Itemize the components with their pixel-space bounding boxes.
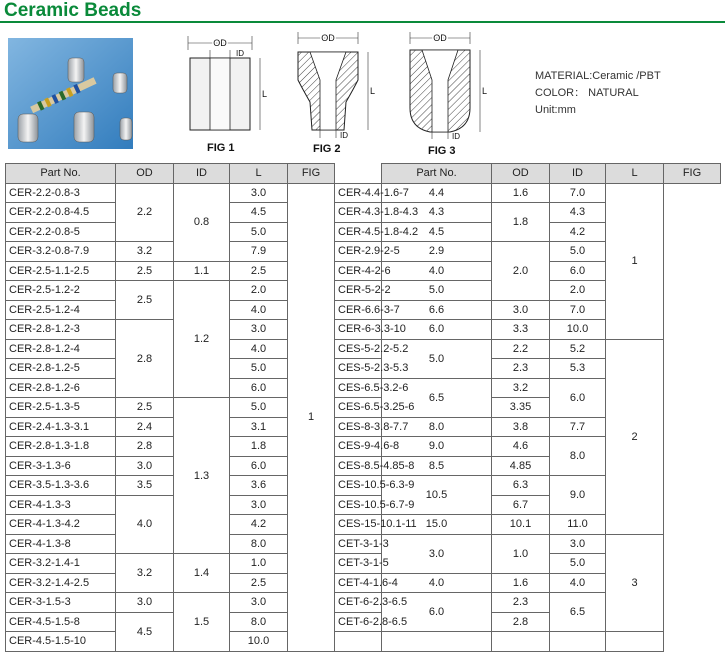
header-part-no: Part No. <box>6 164 116 184</box>
id-cell: 6.7 <box>492 495 550 515</box>
fig3-caption: FIG 3 <box>428 145 456 157</box>
id-cell: 0.8 <box>174 183 230 261</box>
od-cell: 4.0 <box>382 573 492 593</box>
part-number-cell: CER-6-3.3-10 <box>335 320 382 340</box>
part-number-cell: CER-4-2-6 <box>335 261 382 281</box>
empty-cell <box>382 632 492 652</box>
id-cell: 1.2 <box>174 281 230 398</box>
l-cell: 7.7 <box>550 417 606 437</box>
fig2-caption: FIG 2 <box>313 143 341 155</box>
od-cell: 3.5 <box>116 476 174 496</box>
part-number-cell: CET-6-2.8-6.5 <box>335 612 382 632</box>
part-number-cell: CER-3.2-0.8-7.9 <box>6 242 116 262</box>
l-cell: 7.9 <box>230 242 288 262</box>
l-cell: 3.6 <box>230 476 288 496</box>
fig1-diagram <box>180 30 270 135</box>
part-number-cell: CER-2.8-1.2-4 <box>6 339 116 359</box>
id-cell: 3.3 <box>492 320 550 340</box>
l-cell: 9.0 <box>550 476 606 515</box>
header-od: OD <box>492 164 550 184</box>
table-row <box>6 183 721 203</box>
id-cell: 2.0 <box>492 242 550 301</box>
part-number-cell: CER-4-1.3-8 <box>6 534 116 554</box>
id-cell: 2.3 <box>492 359 550 379</box>
part-number-cell: CET-3-1-5 <box>335 554 382 574</box>
part-number-cell: CER-2.5-1.2-2 <box>6 281 116 301</box>
fig2-od-label: OD <box>321 33 335 43</box>
id-cell: 3.0 <box>492 300 550 320</box>
part-number-cell: CES-10.5-6.3-9 <box>335 476 382 496</box>
part-number-cell: CER-2.4-1.3-3.1 <box>6 417 116 437</box>
l-cell: 6.5 <box>550 593 606 632</box>
l-cell: 7.0 <box>550 300 606 320</box>
header-fig: FIG <box>288 164 335 184</box>
title-underline <box>0 21 725 23</box>
fig3-od-label: OD <box>433 33 447 43</box>
parts-table <box>5 163 721 652</box>
fig-cell: 1 <box>288 183 335 651</box>
l-cell: 4.0 <box>230 300 288 320</box>
l-cell: 3.0 <box>550 534 606 554</box>
part-number-cell: CER-4.4-1.6-7 <box>335 183 382 203</box>
od-cell: 3.0 <box>116 456 174 476</box>
od-cell: 6.0 <box>382 320 492 340</box>
part-number-cell: CER-4-1.3-4.2 <box>6 515 116 535</box>
od-cell: 4.3 <box>382 203 492 223</box>
fig1-caption: FIG 1 <box>207 142 235 154</box>
fig3-diagram <box>400 30 490 140</box>
part-number-cell: CES-15-10.1-11 <box>335 515 382 535</box>
l-cell: 3.1 <box>230 417 288 437</box>
id-cell: 4.85 <box>492 456 550 476</box>
od-cell: 8.0 <box>382 417 492 437</box>
header-id: ID <box>550 164 606 184</box>
l-cell: 5.2 <box>550 339 606 359</box>
part-number-cell: CER-3-1.5-3 <box>6 593 116 613</box>
fig-cell: 2 <box>606 339 664 534</box>
id-cell: 3.2 <box>492 378 550 398</box>
id-cell: 3.8 <box>492 417 550 437</box>
od-cell: 6.0 <box>382 593 492 632</box>
l-cell: 11.0 <box>550 515 606 535</box>
part-number-cell: CER-3.2-1.4-1 <box>6 554 116 574</box>
l-cell: 3.0 <box>230 183 288 203</box>
od-cell: 4.0 <box>382 261 492 281</box>
id-cell: 1.6 <box>492 183 550 203</box>
l-cell: 4.3 <box>550 203 606 223</box>
od-cell: 2.5 <box>116 261 174 281</box>
part-number-cell: CER-2.2-0.8-4.5 <box>6 203 116 223</box>
part-number-cell: CER-5-2-2 <box>335 281 382 301</box>
part-number-cell: CET-4-1.6-4 <box>335 573 382 593</box>
fig-cell: 3 <box>606 534 664 632</box>
part-number-cell: CER-3-1.3-6 <box>6 456 116 476</box>
id-cell: 4.6 <box>492 437 550 457</box>
l-cell: 5.0 <box>230 222 288 242</box>
od-cell: 15.0 <box>382 515 492 535</box>
l-cell: 8.0 <box>550 437 606 476</box>
id-cell: 2.3 <box>492 593 550 613</box>
l-cell: 8.0 <box>230 612 288 632</box>
id-cell: 1.4 <box>174 554 230 593</box>
color-text: COLOR： NATURAL <box>535 87 639 99</box>
l-cell: 1.0 <box>230 554 288 574</box>
table-row <box>6 339 721 359</box>
l-cell: 10.0 <box>550 320 606 340</box>
part-number-cell: CER-2.9-2-5 <box>335 242 382 262</box>
empty-cell <box>606 632 664 652</box>
l-cell: 5.0 <box>230 359 288 379</box>
part-number-cell: CES-5-2.3-5.3 <box>335 359 382 379</box>
id-cell: 6.3 <box>492 476 550 496</box>
l-cell: 4.2 <box>550 222 606 242</box>
fig2-diagram <box>288 30 378 140</box>
part-number-cell: CER-2.5-1.2-4 <box>6 300 116 320</box>
l-cell: 2.0 <box>230 281 288 301</box>
part-number-cell: CER-2.2-0.8-5 <box>6 222 116 242</box>
od-cell: 6.5 <box>382 378 492 417</box>
empty-cell <box>492 632 550 652</box>
od-cell: 2.4 <box>116 417 174 437</box>
part-number-cell: CER-4.5-1.5-10 <box>6 632 116 652</box>
fig3-id-label: ID <box>452 132 460 141</box>
table-header-row <box>6 164 721 184</box>
part-number-cell: CES-9-4.6-8 <box>335 437 382 457</box>
part-number-cell: CER-3.2-1.4-2.5 <box>6 573 116 593</box>
l-cell: 6.0 <box>230 456 288 476</box>
table-row <box>6 632 721 652</box>
part-number-cell: CES-6.5-3.25-6 <box>335 398 382 418</box>
part-number-cell: CER-2.8-1.2-3 <box>6 320 116 340</box>
header-id: ID <box>174 164 230 184</box>
od-cell: 6.6 <box>382 300 492 320</box>
od-cell: 2.8 <box>116 437 174 457</box>
id-cell: 3.35 <box>492 398 550 418</box>
l-cell: 2.5 <box>230 261 288 281</box>
product-photo <box>8 38 133 149</box>
id-cell: 1.1 <box>174 261 230 281</box>
id-cell: 10.1 <box>492 515 550 535</box>
table-spacer <box>335 164 382 184</box>
part-number-cell: CER-4-1.3-3 <box>6 495 116 515</box>
fig2-id-label: ID <box>340 131 348 140</box>
od-cell: 2.5 <box>116 281 174 320</box>
l-cell: 1.8 <box>230 437 288 457</box>
od-cell: 10.5 <box>382 476 492 515</box>
header-fig: FIG <box>664 164 721 184</box>
fig1-od-label: OD <box>213 38 227 48</box>
part-number-cell: CER-2.8-1.2-6 <box>6 378 116 398</box>
part-number-cell: CES-5-2.2-5.2 <box>335 339 382 359</box>
l-cell: 5.3 <box>550 359 606 379</box>
part-number-cell: CER-2.5-1.1-2.5 <box>6 261 116 281</box>
spec-block <box>535 68 661 119</box>
l-cell: 2.5 <box>230 573 288 593</box>
part-number-cell: CES-10.5-6.7-9 <box>335 495 382 515</box>
od-cell: 3.0 <box>116 593 174 613</box>
part-number-cell: CER-2.8-1.2-5 <box>6 359 116 379</box>
part-number-cell: CER-2.2-0.8-3 <box>6 183 116 203</box>
empty-cell <box>335 632 382 652</box>
od-cell: 3.0 <box>382 534 492 573</box>
od-cell: 4.5 <box>382 222 492 242</box>
fig1-l-label: L <box>262 89 268 99</box>
od-cell: 2.2 <box>116 183 174 242</box>
l-cell: 2.0 <box>550 281 606 301</box>
l-cell: 6.0 <box>550 378 606 417</box>
od-cell: 5.0 <box>382 281 492 301</box>
part-number-cell: CER-4.3-1.8-4.3 <box>335 203 382 223</box>
l-cell: 8.0 <box>230 534 288 554</box>
l-cell: 5.0 <box>550 242 606 262</box>
id-cell: 2.8 <box>492 612 550 632</box>
header-l: L <box>606 164 664 184</box>
part-number-cell: CER-2.8-1.3-1.8 <box>6 437 116 457</box>
l-cell: 10.0 <box>230 632 288 652</box>
od-cell: 4.4 <box>382 183 492 203</box>
od-cell: 5.0 <box>382 339 492 378</box>
l-cell: 4.0 <box>550 573 606 593</box>
od-cell: 2.8 <box>116 320 174 398</box>
fig3-l-label: L <box>482 86 488 96</box>
part-number-cell: CER-6.6-3-7 <box>335 300 382 320</box>
fig1-id-label: ID <box>236 49 244 58</box>
od-cell: 2.5 <box>116 398 174 418</box>
part-number-cell: CET-3-1-3 <box>335 534 382 554</box>
part-number-cell: CES-8.5-4.85-8 <box>335 456 382 476</box>
material-text: MATERIAL:Ceramic /PBT <box>535 70 661 82</box>
l-cell: 7.0 <box>550 183 606 203</box>
part-number-cell: CES-6.5-3.2-6 <box>335 378 382 398</box>
l-cell: 6.0 <box>550 261 606 281</box>
header-l: L <box>230 164 288 184</box>
od-cell: 9.0 <box>382 437 492 457</box>
l-cell: 3.0 <box>230 320 288 340</box>
l-cell: 4.5 <box>230 203 288 223</box>
od-cell: 4.5 <box>116 612 174 651</box>
page-title: Ceramic Beads <box>4 0 142 21</box>
part-number-cell: CER-3.5-1.3-3.6 <box>6 476 116 496</box>
part-number-cell: CES-8-3.8-7.7 <box>335 417 382 437</box>
l-cell: 4.0 <box>230 339 288 359</box>
l-cell: 4.2 <box>230 515 288 535</box>
table-row <box>6 534 721 554</box>
id-cell: 1.6 <box>492 573 550 593</box>
header-od: OD <box>116 164 174 184</box>
l-cell: 5.0 <box>230 398 288 418</box>
header-part-no: Part No. <box>382 164 492 184</box>
id-cell: 2.2 <box>492 339 550 359</box>
fig-cell: 1 <box>606 183 664 339</box>
part-number-cell: CER-2.5-1.3-5 <box>6 398 116 418</box>
od-cell: 3.2 <box>116 242 174 262</box>
l-cell: 3.0 <box>230 495 288 515</box>
part-number-cell: CET-6-2.3-6.5 <box>335 593 382 613</box>
l-cell: 5.0 <box>550 554 606 574</box>
part-number-cell: CER-4.5-1.8-4.2 <box>335 222 382 242</box>
od-cell: 8.5 <box>382 456 492 476</box>
fig2-l-label: L <box>370 86 376 96</box>
unit-text: Unit:mm <box>535 104 576 116</box>
l-cell: 6.0 <box>230 378 288 398</box>
l-cell: 3.0 <box>230 593 288 613</box>
empty-cell <box>550 632 606 652</box>
id-cell: 1.8 <box>492 203 550 242</box>
part-number-cell: CER-4.5-1.5-8 <box>6 612 116 632</box>
od-cell: 4.0 <box>116 495 174 554</box>
id-cell: 1.3 <box>174 398 230 554</box>
id-cell: 1.0 <box>492 534 550 573</box>
id-cell: 1.5 <box>174 593 230 652</box>
od-cell: 2.9 <box>382 242 492 262</box>
od-cell: 3.2 <box>116 554 174 593</box>
